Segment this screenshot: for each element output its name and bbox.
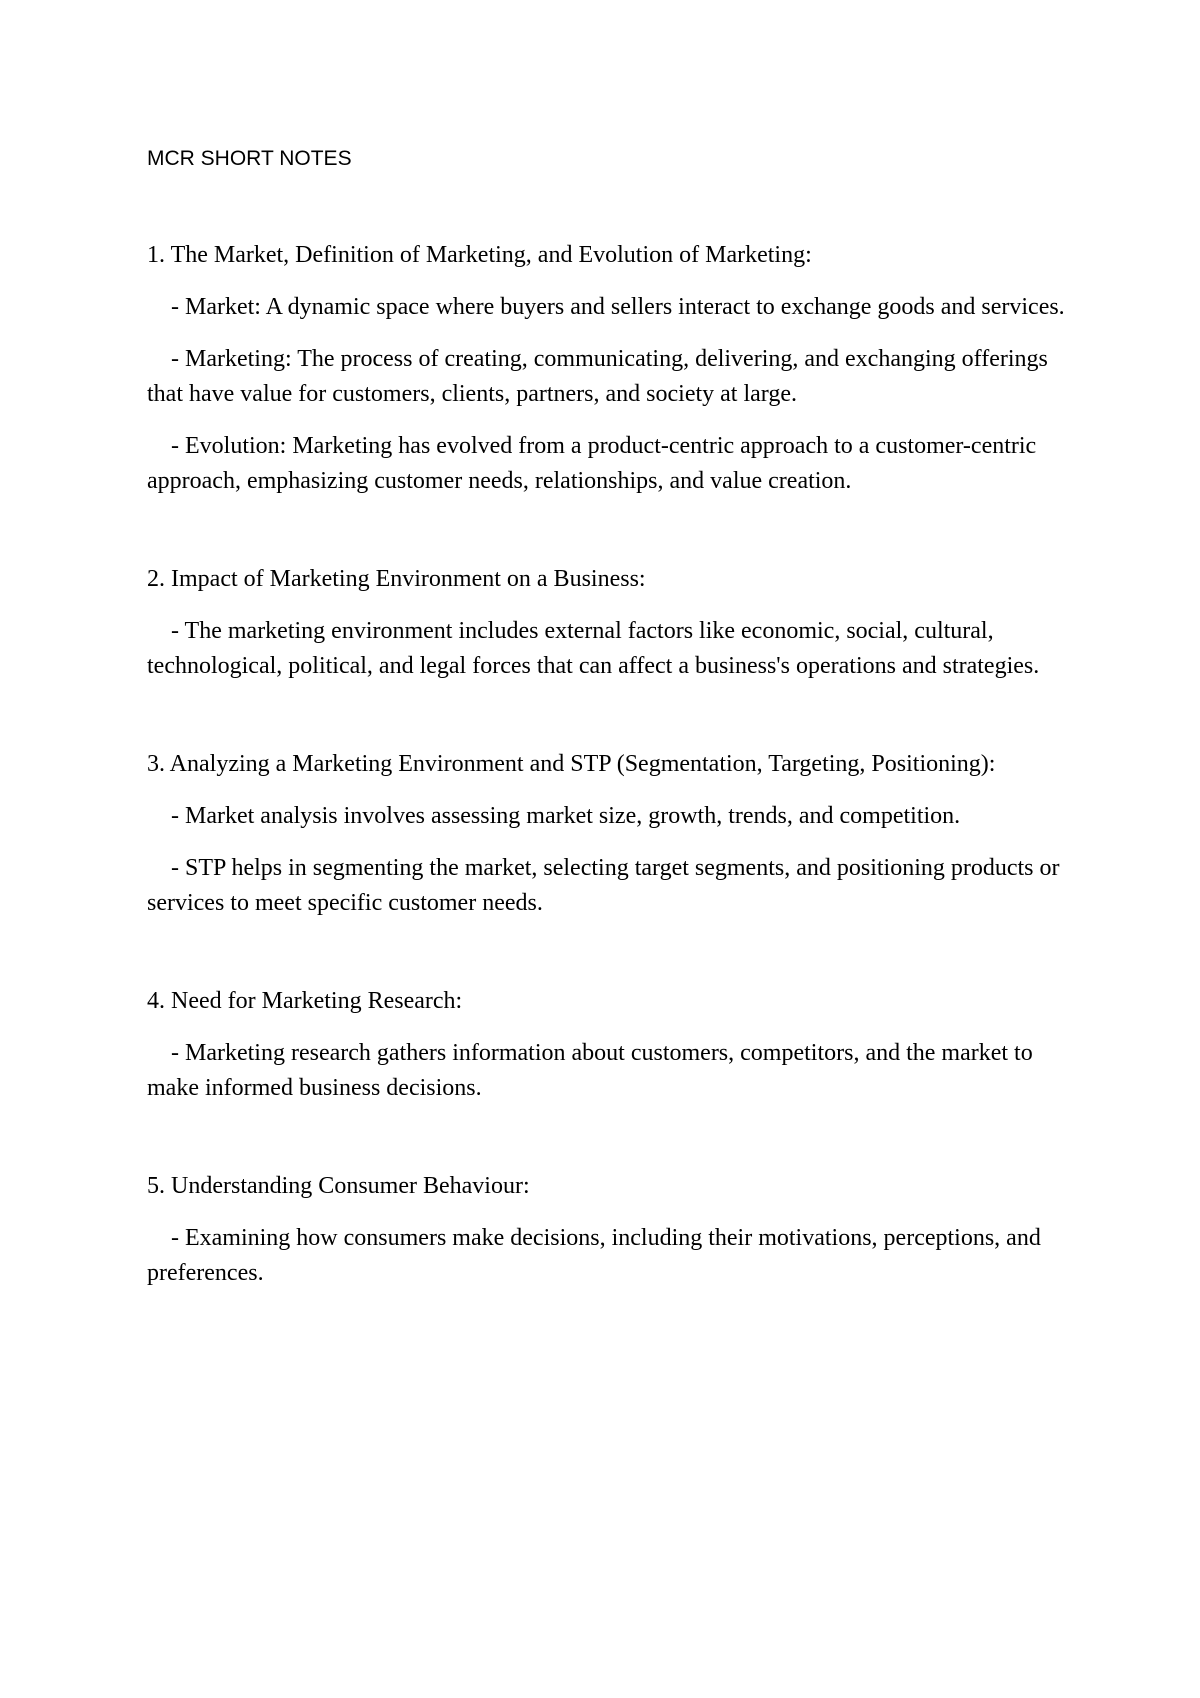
section-heading: 5. Understanding Consumer Behaviour: (147, 1173, 530, 1199)
section-marketing-environment-impact (147, 562, 1067, 684)
section-consumer-behaviour (147, 1169, 1067, 1291)
paragraph-stp: - STP helps in segmenting the market, selecting target segments, and positioning products or services to meet specific customer needs. (147, 855, 1060, 916)
paragraph-marketing: - Marketing: The process of creating, communicating, delivering, and exchanging offerings that have value for customers, clients, partners, and society at large. (147, 346, 1048, 407)
paragraph-market: - Market: A dynamic space where buyers and sellers interact to exchange goods and services. (171, 294, 1065, 320)
paragraph-marketing-research: - Marketing research gathers information about customers, competitors, and the market to make informed business decisions. (147, 1040, 1033, 1101)
section-heading: 2. Impact of Marketing Environment on a Business: (147, 566, 646, 592)
section-heading: 3. Analyzing a Marketing Environment and STP (Segmentation, Targeting, Positioning): (147, 751, 996, 777)
section-heading: 4. Need for Marketing Research: (147, 988, 463, 1014)
paragraph-evolution: - Evolution: Marketing has evolved from a product-centric approach to a customer-centric approach, emphasizing customer needs, relationships, and value creation. (147, 433, 1037, 494)
paragraph-consumer-behaviour: - Examining how consumers make decisions, including their motivations, perceptions, and preferences. (147, 1225, 1041, 1286)
section-marketing-research (147, 984, 1067, 1106)
section-analyzing-environment-stp (147, 747, 1067, 921)
document-body (147, 238, 1067, 1354)
section-market-definition-evolution (147, 238, 1067, 499)
paragraph-market-analysis: - Market analysis involves assessing market size, growth, trends, and competition. (171, 803, 961, 829)
paragraph-marketing-environment: - The marketing environment includes external factors like economic, social, cultural, technological, political, and legal forces that can affect a business's operations and strategies. (147, 618, 1040, 679)
document-title: MCR SHORT NOTES (147, 147, 352, 170)
section-heading: 1. The Market, Definition of Marketing, and Evolution of Marketing: (147, 242, 812, 268)
